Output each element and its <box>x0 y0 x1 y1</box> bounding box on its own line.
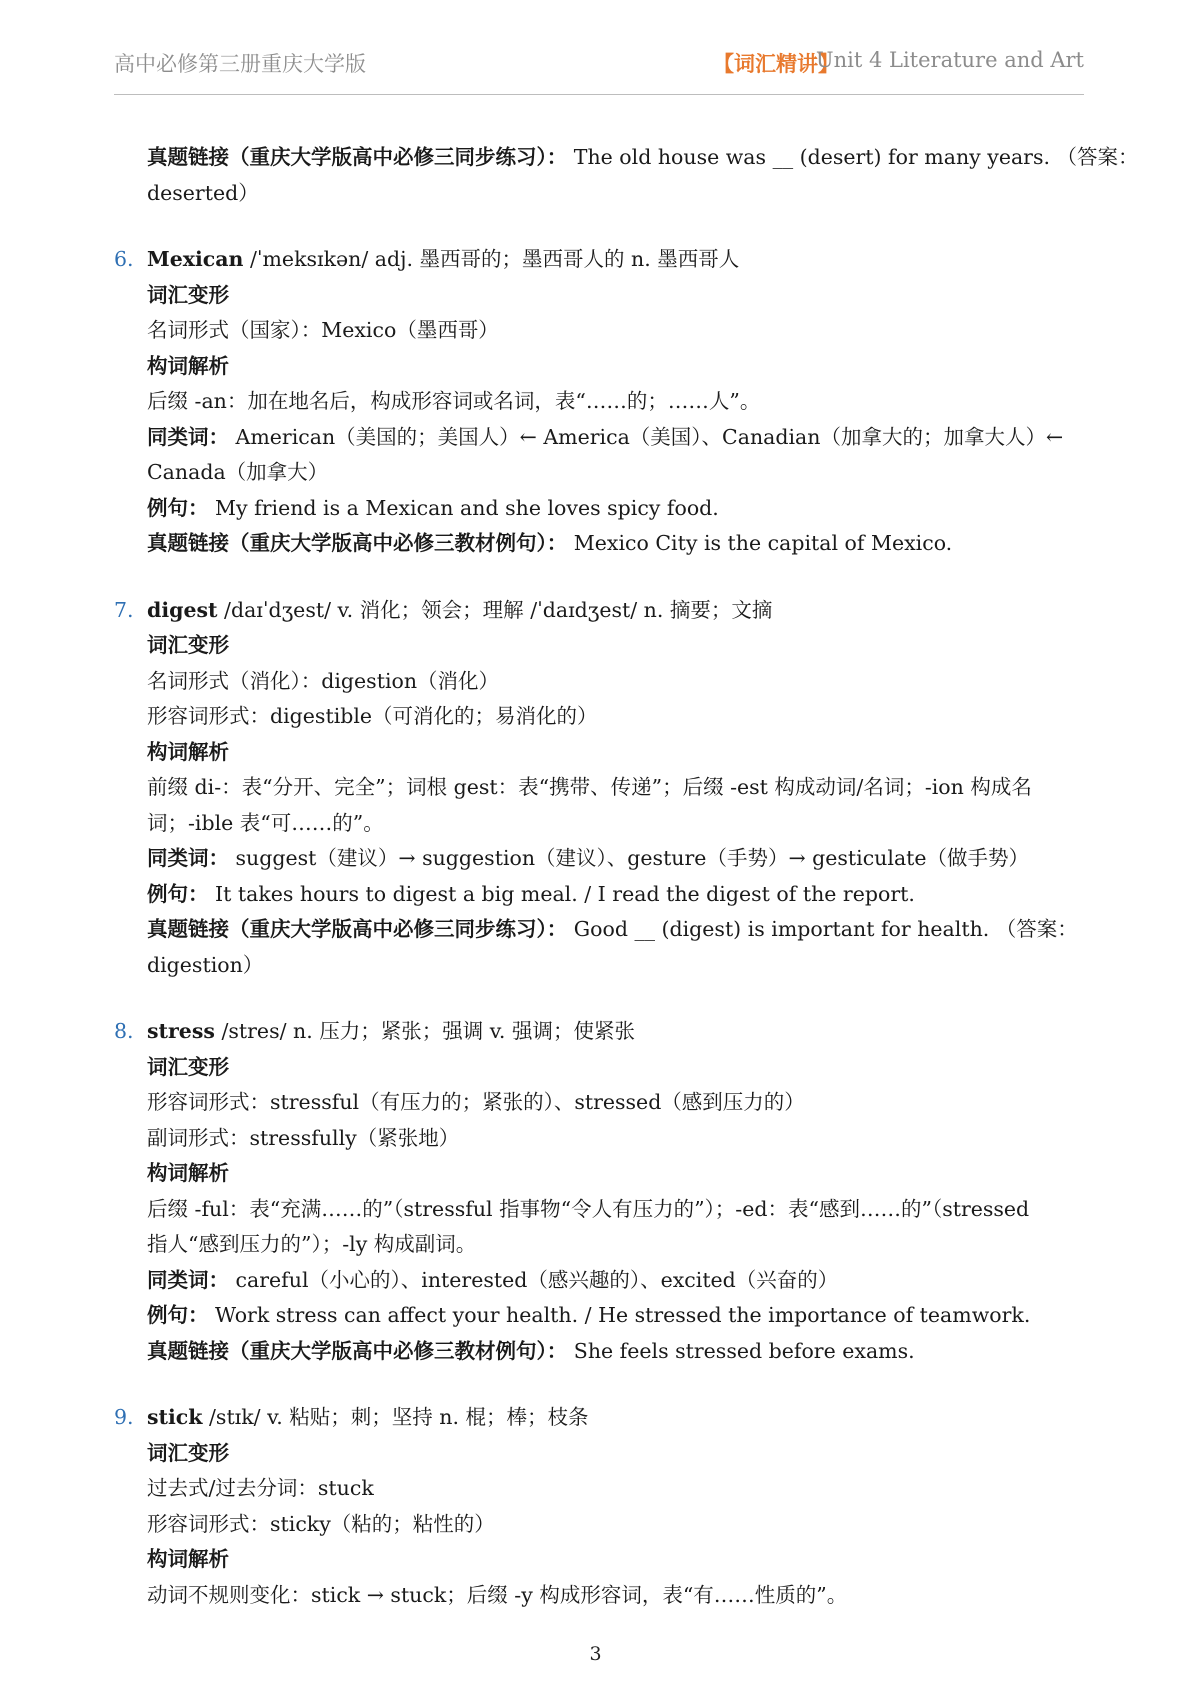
example-line <box>147 491 1084 527</box>
zhenti-label: 真题链接（重庆大学版高中必修三同步练习）： <box>147 145 568 169</box>
similar-text: suggest（建议）→ suggestion（建议）、gesture（手势）→ gesticulate（做手势） <box>235 846 1030 870</box>
header-divider <box>114 94 1084 95</box>
analysis-heading: 构词解析 <box>147 1161 229 1185</box>
entry-word: Mexican <box>147 247 244 271</box>
analysis-line: 后缀 -an：加在地名后，构成形容词或名词，表“……的；……人”。 <box>147 389 761 413</box>
variants-heading: 词汇变形 <box>147 633 229 657</box>
zhenti-continuation: digestion） <box>147 952 264 977</box>
analysis-heading: 构词解析 <box>147 739 229 764</box>
zhenti-line <box>147 1334 1084 1370</box>
analysis-line: 动词不规则变化：stick → stuck；后缀 -y 构成形容词，表“有……性质的”。 <box>147 1582 848 1607</box>
entry-number: 8. <box>114 1019 134 1043</box>
vocabulary-content <box>114 140 1139 1613</box>
zhenti-text: Good __ (digest) is important for health. （答案： <box>573 917 1078 941</box>
similar-line <box>147 420 1084 456</box>
analysis-continuation: 指人“感到压力的”）；-ly 构成副词。 <box>147 1232 477 1256</box>
analysis-line: 后缀 -ful：表“充满……的”（stressful 指事物“令人有压力的”）；-ed：表“感到……的”（stressed <box>147 1196 1030 1221</box>
example-label: 例句： <box>147 495 209 520</box>
variant-line: 形容词形式：sticky（粘的；粘性的） <box>147 1511 495 1536</box>
zhenti-text: She feels stressed before exams. <box>573 1338 915 1363</box>
entry-heading <box>114 593 1084 629</box>
similar-text: careful（小心的）、interested（感兴趣的）、excited（兴奋的） <box>235 1267 839 1292</box>
zhenti-label: 真题链接（重庆大学版高中必修三教材例句）： <box>147 531 568 555</box>
vocab-entry-stress <box>114 1014 1084 1369</box>
similar-continuation: Canada（加拿大） <box>147 460 329 484</box>
entry-definition: /ˈmeksɪkən/ adj. 墨西哥的；墨西哥人的 n. 墨西哥人 <box>249 247 740 271</box>
page-header <box>114 40 1084 90</box>
example-label: 例句： <box>147 881 209 906</box>
similar-label: 同类词： <box>147 846 229 870</box>
entry-heading <box>114 242 1084 278</box>
example-label: 例句： <box>147 1303 209 1327</box>
entry-heading <box>114 1400 1084 1436</box>
variants-heading: 词汇变形 <box>147 1440 229 1465</box>
variants-heading: 词汇变形 <box>147 282 229 307</box>
variant-line: 形容词形式：digestible（可消化的；易消化的） <box>147 704 598 728</box>
example-text: My friend is a Mexican and she loves spicy food. <box>215 495 719 520</box>
entry-number: 7. <box>114 597 134 622</box>
variant-line: 副词形式：stressfully（紧张地） <box>147 1125 460 1150</box>
zhenti-text: The old house was __ (desert) for many years. （答案： <box>573 145 1139 169</box>
similar-line <box>147 841 1084 877</box>
entry-definition: /stres/ n. 压力；紧张；强调 v. 强调；使紧张 <box>221 1019 635 1043</box>
zhenti-text: Mexico City is the capital of Mexico. <box>573 531 953 555</box>
similar-text: American（美国的；美国人）← America（美国）、Canadian（加拿大的；加拿大人）← <box>235 424 1064 449</box>
analysis-heading: 构词解析 <box>147 353 229 378</box>
entry-word: stick <box>147 1405 203 1429</box>
zhenti-label: 真题链接（重庆大学版高中必修三教材例句）： <box>147 1338 568 1363</box>
book-title: 高中必修第三册重庆大学版 <box>114 52 366 76</box>
entry-heading <box>114 1014 1084 1050</box>
entry-word: stress <box>147 1019 215 1043</box>
zhenti-line <box>147 526 1084 562</box>
vocab-entry-digest <box>114 593 1084 984</box>
variant-line: 形容词形式：stressful（有压力的；紧张的）、stressed（感到压力的） <box>147 1090 805 1114</box>
variant-line: 名词形式（国家）：Mexico（墨西哥） <box>147 318 499 342</box>
example-text: Work stress can affect your health. / He stressed the importance of teamwork. <box>215 1303 1031 1327</box>
entry-definition: /daɪˈdʒest/ v. 消化；领会；理解 /ˈdaɪdʒest/ n. 摘要；文摘 <box>224 597 773 622</box>
zhenti-continuation: deserted） <box>147 180 259 205</box>
zhenti-label: 真题链接（重庆大学版高中必修三同步练习）： <box>147 917 568 941</box>
unit-title: Unit 4 Literature and Art <box>815 48 1084 72</box>
zhenti-line <box>147 140 1139 176</box>
example-line <box>147 1298 1084 1334</box>
analysis-line: 前缀 di-：表“分开、完全”；词根 gest：表“携带、传递”；后缀 -est 构成动词/名词；-ion 构成名 <box>147 775 1032 799</box>
similar-label: 同类词： <box>147 424 229 449</box>
entry-number: 6. <box>114 247 134 271</box>
zhenti-line <box>147 912 1084 948</box>
variant-line: 名词形式（消化）：digestion（消化） <box>147 668 500 693</box>
analysis-continuation: 词；-ible 表“可……的”。 <box>147 810 384 835</box>
similar-label: 同类词： <box>147 1267 229 1292</box>
analysis-heading: 构词解析 <box>147 1547 229 1571</box>
similar-line <box>147 1263 1084 1299</box>
entry-definition: /stɪk/ v. 粘贴；刺；坚持 n. 棍；棒；枝条 <box>209 1405 589 1429</box>
page-number: 3 <box>589 1643 602 1665</box>
vocab-entry-stick <box>114 1400 1084 1613</box>
example-text: It takes hours to digest a big meal. / I read the digest of the report. <box>215 881 915 906</box>
section-tag: 【词汇精讲】 <box>713 52 839 76</box>
entry-number: 9. <box>114 1405 134 1429</box>
variant-line: 过去式/过去分词：stuck <box>147 1476 374 1500</box>
example-line <box>147 877 1084 913</box>
variants-heading: 词汇变形 <box>147 1054 229 1079</box>
entry-word: digest <box>147 597 218 622</box>
vocab-entry-mexican <box>114 242 1084 562</box>
